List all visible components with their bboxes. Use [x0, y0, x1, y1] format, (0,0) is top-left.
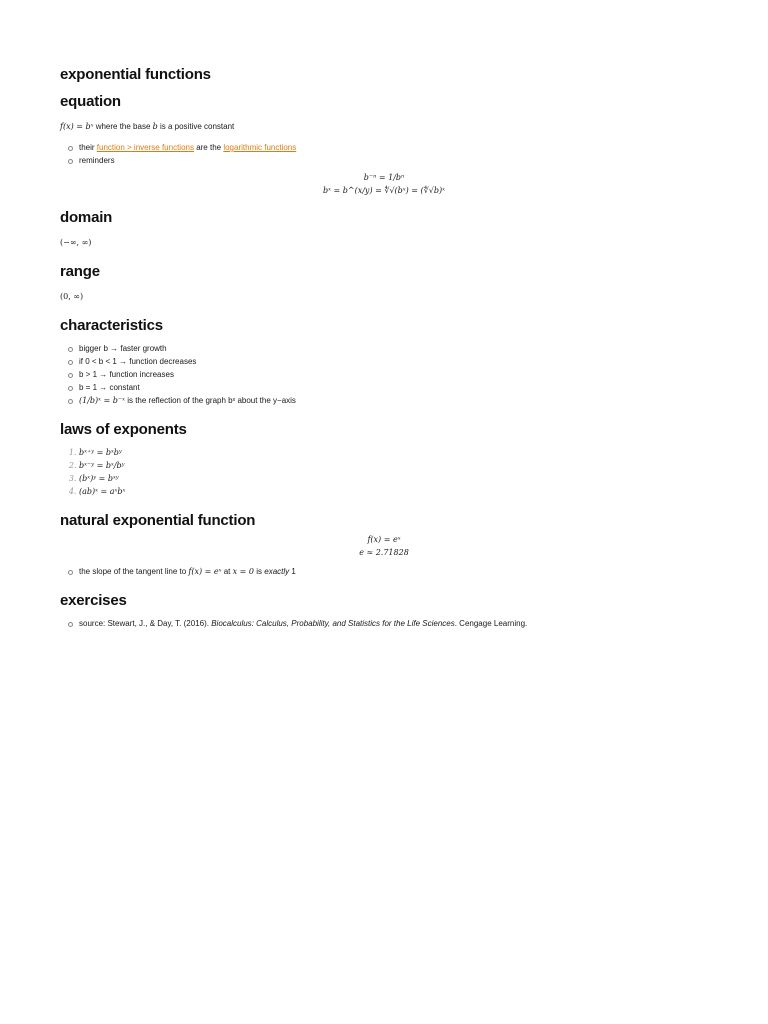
laws-list [60, 446, 708, 498]
equation-bullets [60, 141, 708, 167]
list-item: if 0 < b < 1 → function decreases [79, 355, 708, 368]
list-item [79, 617, 708, 630]
list-item: 3. (bˣ)ʸ = bˣʸ [79, 472, 708, 485]
equation-formula: f(x) = bˣ [60, 122, 94, 131]
bullet-text: 1 [289, 567, 296, 576]
equation-lead-text-2: is a positive constant [157, 122, 235, 131]
source-title: Biocalculus: Calculus, Probability, and Statistics for the Life Sciences [211, 619, 455, 628]
bullet-math: f(x) = eˣ [188, 567, 222, 576]
list-item: reminders [79, 154, 708, 167]
heading-exercises: exercises [60, 592, 127, 609]
natural-display [60, 535, 708, 557]
list-item: 2. bˣ⁻ʸ = bˣ/bʸ [79, 459, 708, 472]
list-item [79, 565, 708, 578]
list-item: 1. bˣ⁺ʸ = bˣbʸ [79, 446, 708, 459]
bullet-emphasis: exactly [264, 567, 290, 576]
source-text: . Cengage Learning. [454, 619, 528, 628]
equation-lead [60, 120, 708, 133]
display-equation: bˣ = b^(x/y) = ∜√(bˣ) = (∜√b)ˣ [323, 186, 445, 195]
list-item: 4. (ab)ˣ = aˣbˣ [79, 485, 708, 498]
source-text: source: Stewart, J., & Day, T. (2016). [79, 619, 212, 628]
display-equation: e ≈ 2.71828 [359, 548, 409, 557]
bullet-text: their [79, 143, 97, 152]
bullet-math: x = 0 [232, 567, 255, 576]
bullet-text: is [254, 567, 265, 576]
display-equation: b⁻ⁿ = 1/bⁿ [363, 173, 405, 182]
page-title: exponential functions [60, 66, 211, 83]
equation-lead-text: where the base [93, 122, 153, 131]
bullet-text: at [221, 567, 233, 576]
reflection-formula: (1/b)ˣ = b⁻ˣ [79, 396, 125, 405]
heading-equation: equation [60, 93, 121, 110]
list-item [79, 141, 708, 154]
display-equation: f(x) = eˣ [367, 535, 401, 544]
heading-laws: laws of exponents [60, 421, 187, 438]
natural-bullets [60, 565, 708, 578]
list-item: b > 1 → function increases [79, 368, 708, 381]
list-item: b = 1 → constant [79, 381, 708, 394]
list-item [79, 394, 708, 407]
domain-value: (−∞, ∞) [60, 238, 92, 247]
heading-characteristics: characteristics [60, 317, 163, 334]
list-item: bigger b → faster growth [79, 342, 708, 355]
equation-var: b [152, 122, 158, 131]
heading-natural: natural exponential function [60, 512, 256, 529]
exercises-list [60, 617, 708, 630]
range-value: (0, ∞) [60, 292, 84, 301]
inverse-functions-link[interactable]: function > inverse functions [96, 143, 194, 152]
bullet-text: is the reflection of the graph bˣ about the y−axis [124, 396, 296, 405]
bullet-text: the slope of the tangent line to [79, 567, 189, 576]
heading-range: range [60, 263, 100, 280]
reminders-display [60, 173, 708, 195]
bullet-text: are the [193, 143, 224, 152]
characteristics-list [60, 342, 708, 407]
heading-domain: domain [60, 209, 113, 226]
logarithmic-functions-link[interactable]: logarithmic functions [223, 143, 297, 152]
